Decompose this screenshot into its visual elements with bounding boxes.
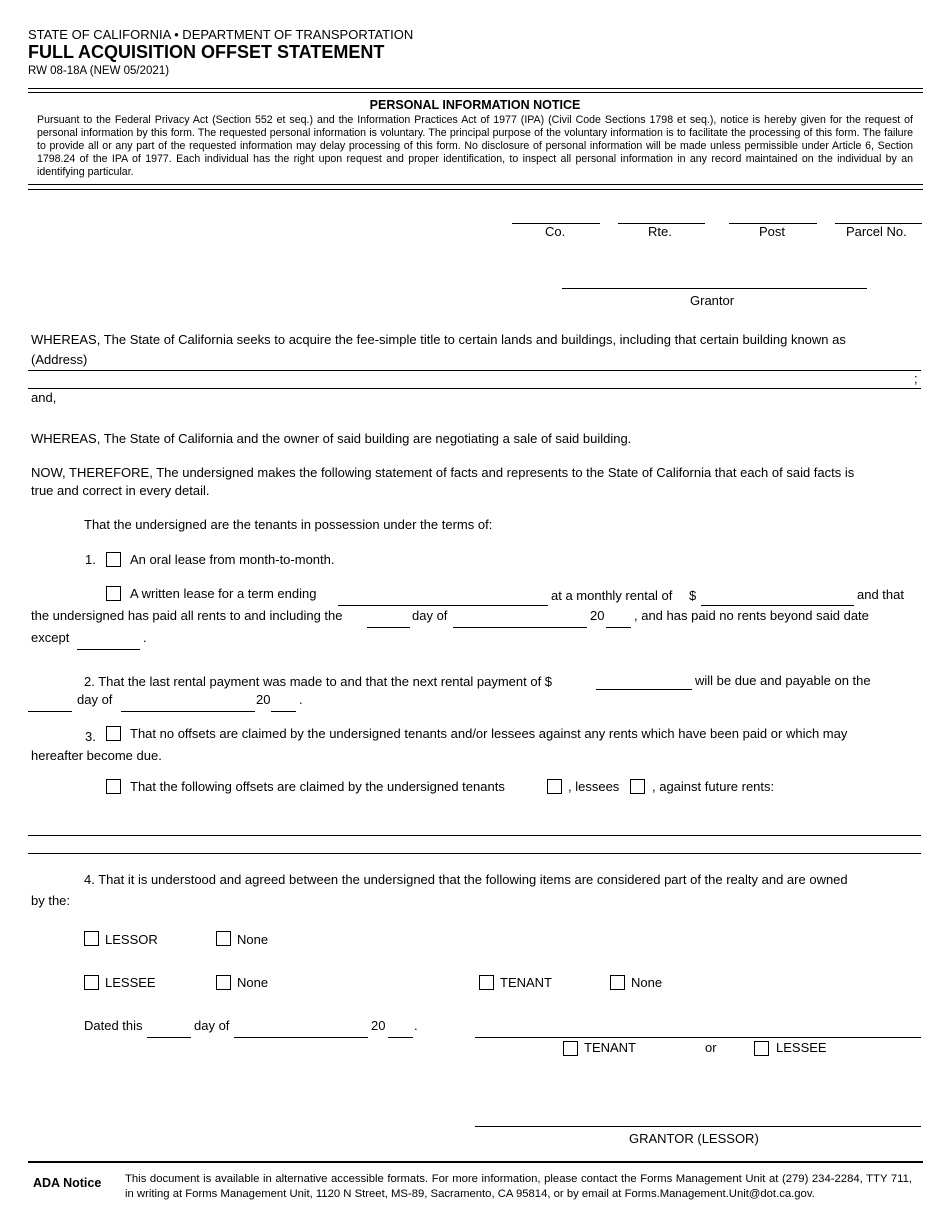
paid-year-field[interactable] [606, 611, 631, 628]
dated-this-label: Dated this [84, 1018, 143, 1033]
lessor-none-checkbox[interactable] [216, 931, 231, 946]
item3-number: 3. [85, 729, 96, 744]
due-day-of-label: day of [77, 692, 113, 707]
no-offsets-checkbox[interactable] [106, 726, 121, 741]
monthly-rental-field[interactable] [701, 589, 854, 606]
signer-lessee-label: LESSEE [776, 1040, 827, 1055]
address-label: (Address) [31, 352, 88, 367]
item4-text-2: by the: [31, 893, 71, 908]
dated-period: . [414, 1018, 418, 1033]
grantor-label: Grantor [690, 293, 735, 308]
rte-label: Rte. [648, 224, 672, 239]
item1-number: 1. [85, 552, 96, 567]
paid-rents-label: the undersigned has paid all rents to and including the [31, 608, 343, 623]
notice-top-rule-2 [28, 92, 923, 93]
offsets-lessees-checkbox[interactable] [630, 779, 645, 794]
item4-text: 4. That it is understood and agreed between the undersigned that the following items are considered part of the realty and are owned [84, 872, 848, 887]
lessor-checkbox[interactable] [84, 931, 99, 946]
grantor-signature-line[interactable] [475, 1126, 921, 1127]
now-therefore-line-2: true and correct in every detail. [31, 483, 210, 498]
offsets-future-label: , against future rents: [652, 779, 775, 794]
tenants-intro: That the undersigned are the tenants in possession under the terms of: [84, 517, 493, 532]
and-text: and, [31, 390, 57, 405]
ada-rule [28, 1161, 923, 1163]
address-semicolon: ; [914, 371, 918, 386]
no-offsets-text: That no offsets are claimed by the undersigned tenants and/or lessees against any rents which have been paid or which may [130, 726, 848, 741]
tenant-none-checkbox[interactable] [610, 975, 625, 990]
offsets-tenants-checkbox[interactable] [547, 779, 562, 794]
tenant-none-label: None [631, 975, 663, 990]
written-lease-label: A written lease for a term ending [130, 586, 317, 601]
dated-day-of-label: day of [194, 1018, 230, 1033]
next-payment-field[interactable] [596, 673, 692, 690]
dated-year-field[interactable] [388, 1021, 413, 1038]
grantor-lessor-label: GRANTOR (LESSOR) [629, 1131, 759, 1146]
notice-bottom-rule [28, 184, 923, 185]
except-period: . [143, 630, 147, 645]
co-label: Co. [545, 224, 566, 239]
privacy-heading: PERSONAL INFORMATION NOTICE [369, 98, 581, 112]
offsets-claimed-label: That the following offsets are claimed by the undersigned tenants [130, 779, 505, 794]
offsets-lessees-label: , lessees [568, 779, 620, 794]
due-month-field[interactable] [121, 695, 255, 712]
no-rents-beyond-label: , and has paid no rents beyond said date [634, 608, 869, 623]
ada-notice-text: This document is available in alternative accessible formats. For more information, please contact the Forms Management Unit at (279) 234-2284, TTY 711, in writing at Forms Management Unit, 1120 N Street, MS-89, Sacramento, CA 95814, or by email at Forms.Management.Unit@dot.ca.gov. [125, 1173, 912, 1200]
written-lease-checkbox[interactable] [106, 586, 121, 601]
offsets-line-2[interactable] [28, 853, 921, 854]
co-field[interactable] [512, 207, 600, 224]
whereas-acquire: WHEREAS, The State of California seeks to acquire the fee-simple title to certain lands and buildings, including that certain building known as [31, 332, 846, 347]
signer-tenant-checkbox[interactable] [563, 1041, 578, 1056]
due-year-prefix: 20 [256, 692, 271, 707]
form-number: RW 08-18A (NEW 05/2021) [28, 65, 170, 77]
address-line-2[interactable] [28, 388, 921, 389]
oral-lease-checkbox[interactable] [106, 552, 121, 567]
lessee-none-checkbox[interactable] [216, 975, 231, 990]
agency-line: STATE OF CALIFORNIA • DEPARTMENT OF TRANSPORTATION [28, 27, 414, 42]
signer-tenant-label: TENANT [584, 1040, 636, 1055]
post-field[interactable] [729, 207, 817, 224]
lessee-none-label: None [237, 975, 269, 990]
monthly-rental-label: at a monthly rental of [551, 588, 673, 603]
now-therefore-line-1: NOW, THEREFORE, The undersigned makes the following statement of facts and represents to the State of California that each of said facts is [31, 465, 855, 480]
oral-lease-label: An oral lease from month-to-month. [130, 552, 335, 567]
except-field[interactable] [77, 633, 140, 650]
no-offsets-text-2: hereafter become due. [31, 748, 162, 763]
paid-day-field[interactable] [367, 611, 410, 628]
form-title: FULL ACQUISITION OFFSET STATEMENT [28, 42, 385, 62]
parcel-no-field[interactable] [835, 207, 922, 224]
tenant-label: TENANT [500, 975, 552, 990]
due-payable-label: will be due and payable on the [695, 673, 871, 688]
due-period: . [299, 692, 303, 707]
lessor-label: LESSOR [105, 932, 158, 947]
dated-day-field[interactable] [147, 1021, 191, 1038]
post-label: Post [759, 224, 786, 239]
tenant-signature-line[interactable] [475, 1037, 921, 1038]
due-day-field[interactable] [28, 695, 72, 712]
privacy-notice-text: Pursuant to the Federal Privacy Act (Section 552 et seq.) and the Information Practices Act of 1977 (IPA) (Civil Code Sections 1798 et seq.), notice is hereby given for the request of personal information by this form. The requested personal information is voluntary. The principal purpose of the voluntary information is to facilitate the processing of this form. The failure to provide all or any part of the requested information may delay processing of this form. No disclosure of personal information will be made unless permissible under Article 6, Section 1798.24 of the IPA of 1977. Each individual has the right upon request and proper identification, to inspect all personal information in any record maintained on the individual by an identifying particular. [37, 114, 913, 178]
paid-day-of-label: day of [412, 608, 448, 623]
rte-field[interactable] [618, 207, 705, 224]
dated-month-field[interactable] [234, 1021, 368, 1038]
notice-top-rule [28, 88, 923, 89]
item2-text: 2. That the last rental payment was made to and that the next rental payment of $ [84, 674, 553, 689]
except-label: except [31, 630, 70, 645]
tenant-checkbox[interactable] [479, 975, 494, 990]
offsets-claimed-checkbox[interactable] [106, 779, 121, 794]
signer-or-label: or [705, 1040, 717, 1055]
parcel-no-label: Parcel No. [846, 224, 907, 239]
signer-lessee-checkbox[interactable] [754, 1041, 769, 1056]
lessee-checkbox[interactable] [84, 975, 99, 990]
lessee-label: LESSEE [105, 975, 156, 990]
dollar-sign: $ [689, 588, 697, 603]
term-ending-field[interactable] [338, 589, 548, 606]
grantor-field[interactable] [562, 272, 867, 289]
notice-bottom-rule-2 [28, 189, 923, 190]
dated-year-prefix: 20 [371, 1018, 386, 1033]
and-that-label: and that [857, 587, 904, 602]
offsets-line-1[interactable] [28, 835, 921, 836]
paid-month-field[interactable] [453, 611, 587, 628]
ada-label: ADA Notice [33, 1176, 102, 1190]
due-year-field[interactable] [271, 695, 296, 712]
whereas-negotiating: WHEREAS, The State of California and the owner of said building are negotiating a sale of said building. [31, 431, 632, 446]
lessor-none-label: None [237, 932, 269, 947]
paid-year-prefix: 20 [590, 608, 605, 623]
address-line-1[interactable] [28, 370, 921, 371]
